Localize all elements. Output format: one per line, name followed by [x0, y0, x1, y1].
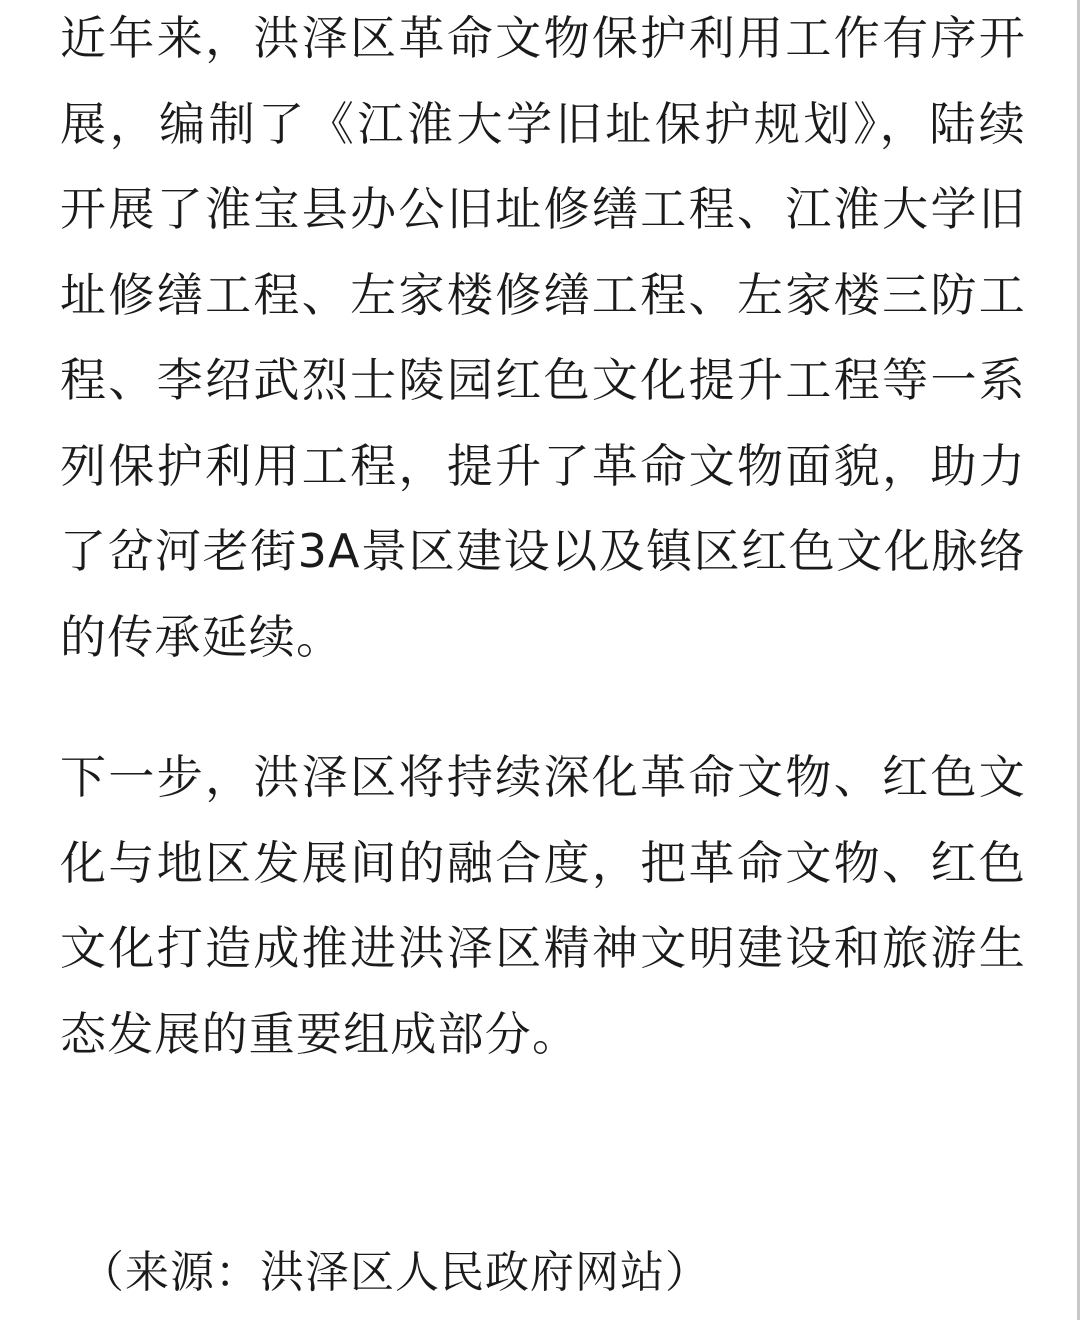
article-source: （来源：洪泽区人民政府网站） — [80, 1247, 710, 1298]
article-paragraph: 近年来，洪泽区革命文物保护利用工作有序开展，编制了《江淮大学旧址保护规划》，陆续开展了淮宝县办公旧址修缮工程、江淮大学旧址修缮工程、左家楼修缮工程、左家楼三防工程、李绍武烈士陵园红色文化提升工程等一系列保护利用工程，提升了革命文物面貌，助力了岔河老街3A景区建设以及镇区红色文化脉络的传承延续。 — [60, 11, 1026, 664]
article-body — [60, 0, 1026, 1077]
article-paragraph: 下一步，洪泽区将持续深化革命文物、红色文化与地区发展间的融合度，把革命文物、红色文化打造成推进洪泽区精神文明建设和旅游生态发展的重要组成部分。 — [60, 750, 1026, 1061]
